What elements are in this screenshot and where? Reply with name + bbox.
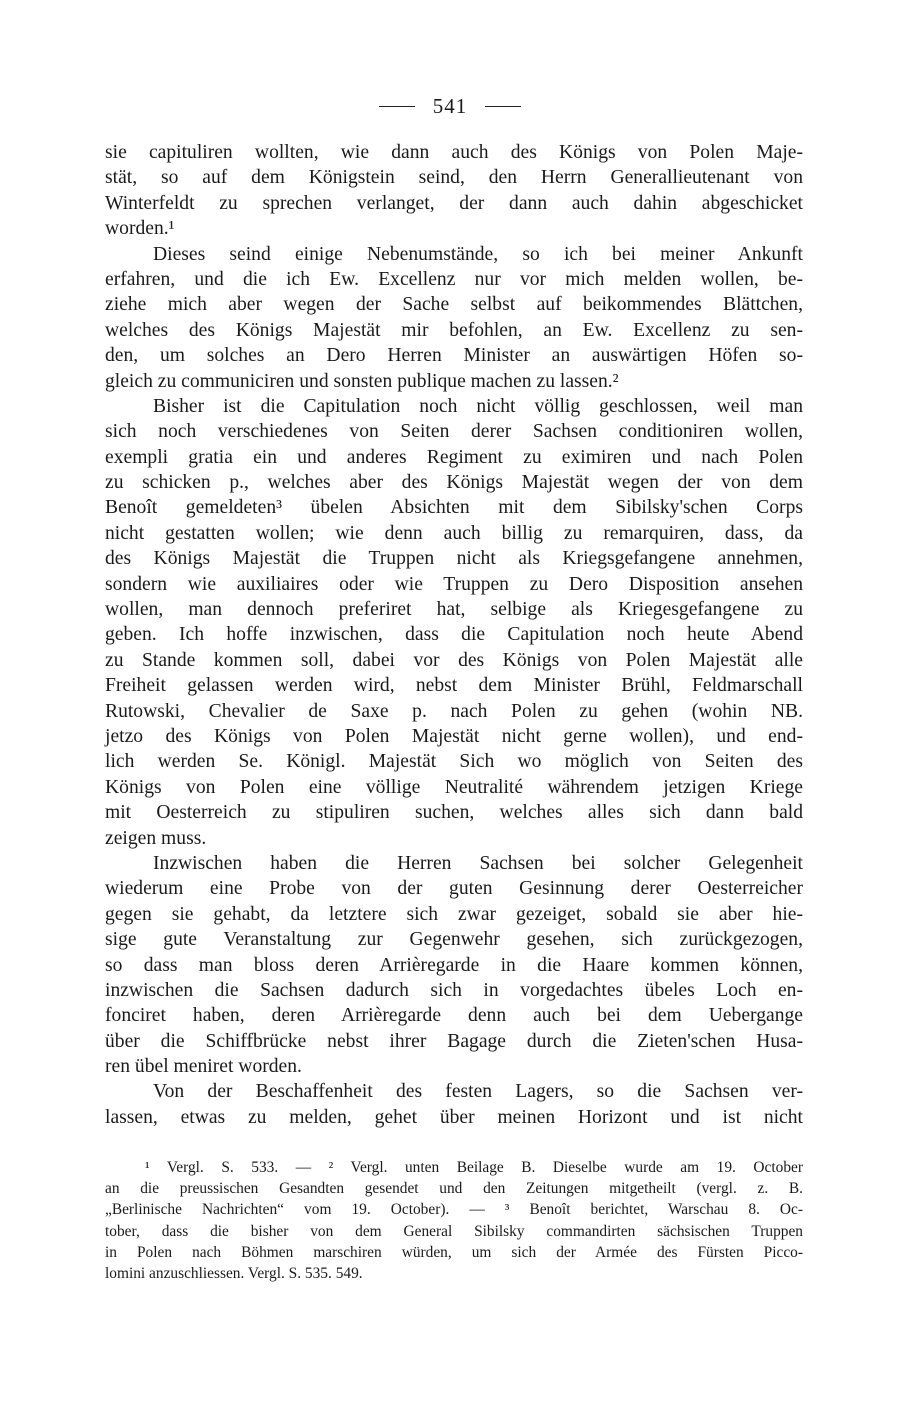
- text-line: geben. Ich hoffe inzwischen, dass die Capitulation noch heute Abend: [105, 624, 803, 646]
- header-rule-left: [379, 106, 415, 107]
- header-rule-right: [485, 106, 521, 107]
- text-line: mit Oesterreich zu stipuliren suchen, welches alles sich dann bald: [105, 802, 803, 824]
- text-line: über die Schiffbrücke nebst ihrer Bagage durch die Zieten'schen Husa-: [105, 1030, 803, 1052]
- text-line: erfahren, und die ich Ew. Excellenz nur vor mich melden wollen, be-: [105, 268, 803, 290]
- footnote-line: lomini anzuschliessen. Vergl. S. 535. 549.: [105, 1264, 363, 1282]
- text-line: Inzwischen haben die Herren Sachsen bei solcher Gelegenheit: [153, 852, 803, 874]
- text-line: Dieses seind einige Nebenumstände, so ich bei meiner Ankunft: [153, 243, 803, 265]
- text-line: so dass man bloss deren Arrièregarde in die Haare kommen können,: [105, 954, 803, 976]
- text-line: sich noch verschiedenes von Seiten derer Sachsen conditioniren wollen,: [105, 421, 803, 443]
- text-line: jetzo des Königs von Polen Majestät nicht gerne wollen), und end-: [105, 725, 803, 747]
- text-line: worden.¹: [105, 218, 175, 240]
- text-line: zu schicken p., welches aber des Königs Majestät wegen der von dem: [105, 472, 803, 494]
- text-line: exempli gratia ein und anderes Regiment zu eximiren und nach Polen: [105, 446, 803, 468]
- text-line: Benoît gemeldeten³ übelen Absichten mit dem Sibilsky'schen Corps: [105, 497, 803, 519]
- text-line: den, um solches an Dero Herren Minister an auswärtigen Höfen so-: [105, 345, 803, 367]
- body-text: [105, 140, 803, 1130]
- footnote-line: „Berlinische Nachrichten“ vom 19. October). — ³ Benoît berichtet, Warschau 8. Oc-: [105, 1201, 803, 1219]
- footnote-line: tober, dass die bisher von dem General Sibilsky commandirten sächsischen Truppen: [105, 1222, 803, 1240]
- text-line: lassen, etwas zu melden, gehet über meinen Horizont und ist nicht: [105, 1106, 803, 1128]
- text-line: gleich zu communiciren und sonsten publique machen zu lassen.²: [105, 370, 619, 392]
- text-line: wollen, man dennoch preferiret hat, selbige als Kriegesgefangene zu: [105, 599, 803, 621]
- text-line: lich werden Se. Königl. Majestät Sich wo möglich von Seiten des: [105, 751, 803, 773]
- text-line: zeigen muss.: [105, 827, 207, 849]
- text-line: des Königs Majestät die Truppen nicht als Kriegsgefangene annehmen,: [105, 548, 803, 570]
- footnote-line: ¹ Vergl. S. 533. — ² Vergl. unten Beilage B. Dieselbe wurde am 19. October: [145, 1159, 803, 1176]
- footnote-line: in Polen nach Böhmen marschiren würden, um sich der Armée des Fürsten Picco-: [105, 1243, 803, 1261]
- text-line: sie capituliren wollten, wie dann auch des Königs von Polen Maje-: [105, 142, 803, 163]
- page-number: 541: [432, 94, 468, 118]
- text-line: Winterfeldt zu sprechen verlanget, der dann auch dahin abgeschicket: [105, 192, 803, 214]
- text-line: zu Stande kommen soll, dabei vor des Königs von Polen Majestät alle: [105, 649, 803, 671]
- text-line: sige gute Veranstaltung zur Gegenwehr gesehen, sich zurückgezogen,: [105, 929, 803, 951]
- text-line: Königs von Polen eine völlige Neutralité währendem jetzigen Kriege: [105, 776, 803, 798]
- text-line: fonciret haben, deren Arrièregarde denn auch bei dem Uebergange: [105, 1005, 803, 1027]
- text-line: Von der Beschaffenheit des festen Lagers, so die Sachsen ver-: [153, 1081, 803, 1103]
- text-line: gegen sie gehabt, da letztere sich zwar gezeiget, sobald sie aber hie-: [105, 903, 803, 925]
- text-line: Bisher ist die Capitulation noch nicht völlig geschlossen, weil man: [153, 395, 803, 417]
- footnote-line: an die preussischen Gesandten gesendet und den Zeitungen mitgetheilt (vergl. z. B.: [105, 1180, 803, 1198]
- text-line: ren übel meniret worden.: [105, 1056, 302, 1078]
- text-line: Freiheit gelassen werden wird, nebst dem Minister Brühl, Feldmarschall: [105, 675, 803, 697]
- page-header: [0, 94, 900, 119]
- text-line: stät, so auf dem Königstein seind, den Herrn Generallieutenant von: [105, 167, 803, 189]
- footnotes: [105, 1157, 803, 1284]
- text-line: nicht gestatten wollen; wie denn auch billig zu remarquiren, dass, da: [105, 522, 803, 544]
- text-line: inzwischen die Sachsen dadurch sich in vorgedachtes übeles Loch en-: [105, 979, 803, 1001]
- text-line: wiederum eine Probe von der guten Gesinnung derer Oesterreicher: [105, 878, 803, 900]
- text-line: ziehe mich aber wegen der Sache selbst auf beikommendes Blättchen,: [105, 294, 803, 316]
- text-line: sondern wie auxiliaires oder wie Truppen zu Dero Disposition ansehen: [105, 573, 803, 595]
- text-line: Rutowski, Chevalier de Saxe p. nach Polen zu gehen (wohin NB.: [105, 700, 803, 722]
- text-line: welches des Königs Majestät mir befohlen, an Ew. Excellenz zu sen-: [105, 319, 803, 341]
